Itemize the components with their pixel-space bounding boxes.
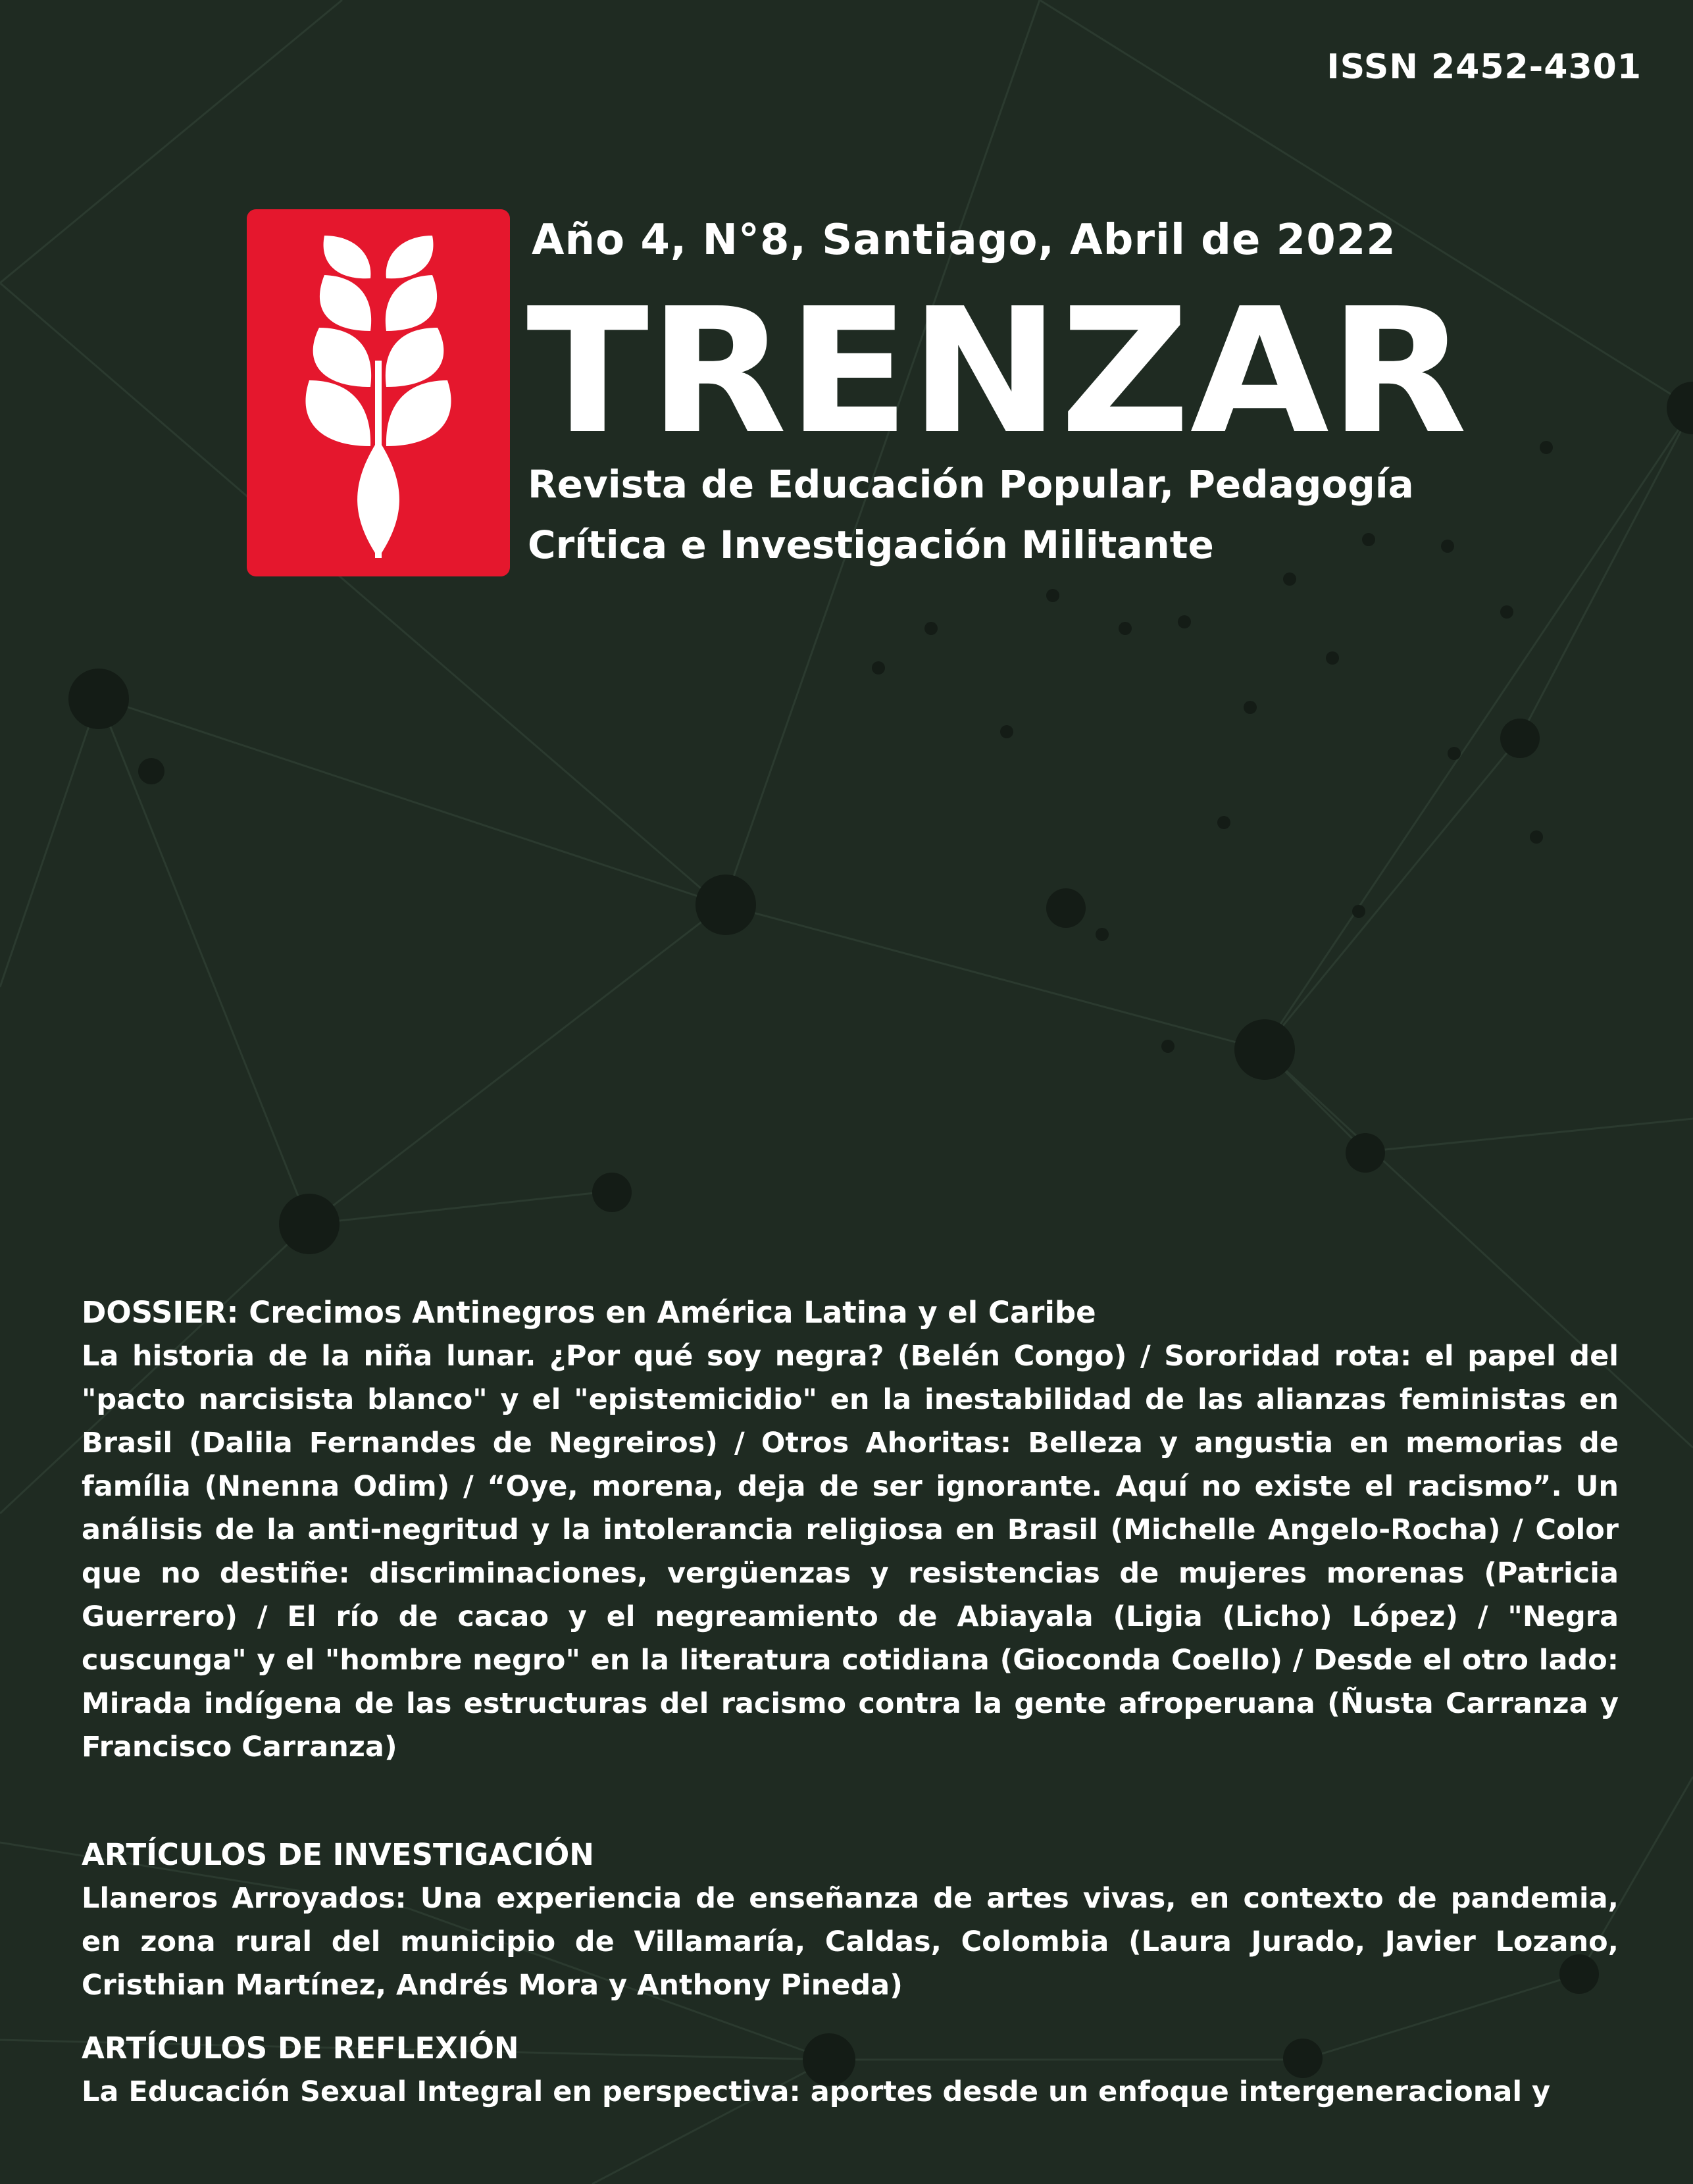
logo	[247, 209, 510, 576]
reflexion-articles: La Educación Sexual Integral en perspectiva: aportes desde un enfoque intergeneracional y	[82, 2075, 1551, 2108]
investigacion-articles: Llaneros Arroyados: Una experiencia de enseñanza de artes vivas, en contexto de pandemia, en zona rural del municipio de Villamaría, Caldas, Colombia (Laura Jurado, Javier Lozano, Cristhian Martínez, Andrés Mora y Anthony Pineda)	[82, 1882, 1619, 2002]
journal-title	[526, 273, 1467, 438]
reflexion-heading: ARTÍCULOS DE REFLEXIÓN	[82, 2031, 519, 2066]
issn-number: ISSN 2452-4301	[1327, 47, 1642, 87]
wheat-sprig-icon	[247, 209, 510, 576]
journal-subtitle	[528, 454, 1515, 575]
subtitle-line-1: Revista de Educación Popular, Pedagogía	[528, 462, 1414, 507]
journal-title-text: TRENZAR	[526, 273, 1467, 438]
table-of-contents	[82, 1291, 1619, 2114]
issue-info: Año 4, N°8, Santiago, Abril de 2022	[532, 216, 1396, 265]
dossier-heading: DOSSIER: Crecimos Antinegros en América Latina y el Caribe	[82, 1295, 1096, 1330]
investigacion-heading: ARTÍCULOS DE INVESTIGACIÓN	[82, 1837, 594, 1872]
subtitle-line-2: Crítica e Investigación Militante	[528, 522, 1214, 567]
dossier-articles: La historia de la niña lunar. ¿Por qué soy negra? (Belén Congo) / Sororidad rota: el papel del "pacto narcisista blanco" y el "epistemicidio" en la inestabilidad de las alianzas feministas en Brasil (Dalila Fernandes de Negreiros) / Otros Ahoritas: Belleza y angustia en memorias de família (Nnenna Odim) / “Oye, morena, deja de ser ignorante. Aquí no existe el racismo”. Un análisis de la anti-negritud y la intolerancia religiosa en Brasil (Michelle Angelo-Rocha) / Color que no destiñe: discriminaciones, vergüenzas y resistencias de mujeres morenas (Patricia Guerrero) / El río de cacao y el negreamiento de Abiayala (Ligia (Licho) López) / "Negra cuscunga" y el "hombre negro" en la literatura cotidiana (Gioconda Coello) / Desde el otro lado: Mirada indígena de las estructuras del racismo contra la gente afroperuana (Ñusta Carranza y Francisco Carranza)	[82, 1340, 1619, 1764]
